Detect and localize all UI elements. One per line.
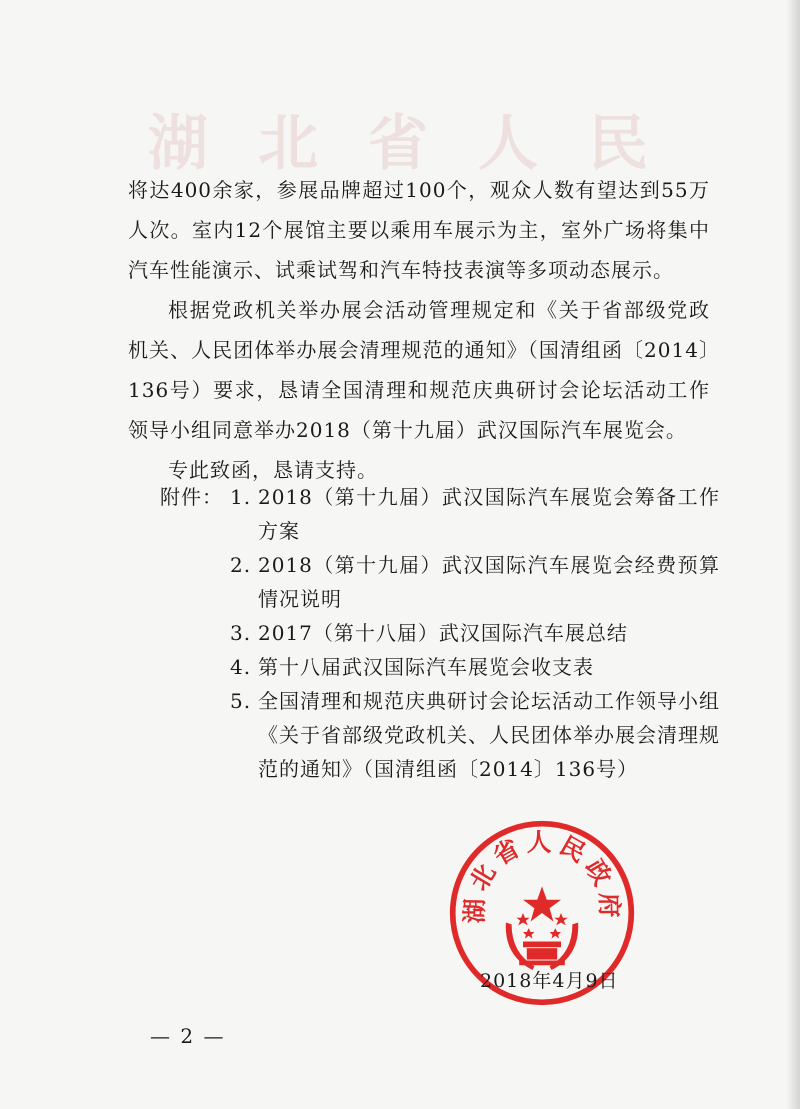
attachment-item-5	[160, 684, 720, 786]
document-date: 2018年4月9日	[480, 970, 619, 992]
attachment-text: 2017（第十八届）武汉国际汽车展总结	[258, 621, 628, 645]
attachment-text: 第十八届武汉国际汽车展览会收支表	[258, 655, 594, 679]
page-number: — 2 —	[150, 1024, 226, 1048]
attachment-text: 全国清理和规范庆典研讨会论坛活动工作领导小组《关于省部级党政机关、人民团体举办展会清理规范的通知》（国清组函〔2014〕136号）	[258, 689, 720, 781]
letterhead-bleed-through: 湖北省人民	[148, 109, 698, 179]
body-paragraph-2: 根据党政机关举办展会活动管理规定和《关于省部级党政机关、人民团体举办展会清理规范的通知》（国清组函〔2014〕136号）要求，恳请全国清理和规范庆典研讨会论坛活动工作领导小组同意举办2018（第十九届）武汉国际汽车展览会。	[128, 298, 710, 442]
page-edge-shadow	[786, 0, 800, 1109]
body-paragraph-3: 专此致函，恳请支持。	[168, 458, 378, 482]
attachment-number: 2.	[230, 553, 252, 577]
attachments-list	[160, 480, 720, 786]
seal-ring-text: 湖北省人民政府	[459, 827, 625, 924]
attachment-number: 4.	[230, 655, 252, 679]
attachment-item-2	[160, 548, 720, 616]
attachment-item-4	[160, 650, 720, 684]
attachment-item-1	[160, 480, 720, 548]
body-paragraph-1: 将达400余家，参展品牌超过100个，观众人数有望达到55万人次。室内12个展馆主要以乘用车展示为主，室外广场将集中汽车性能演示、试乘试驾和汽车特技表演等多项动态展示。	[128, 178, 710, 282]
attachments-heading: 附件：	[160, 485, 223, 509]
attachment-number: 1.	[230, 485, 252, 509]
attachment-item-3	[160, 616, 720, 650]
letter-body	[128, 170, 710, 490]
attachment-text: 2018（第十九届）武汉国际汽车展览会筹备工作方案	[258, 485, 720, 543]
attachment-text: 2018（第十九届）武汉国际汽车展览会经费预算情况说明	[258, 553, 720, 611]
attachment-number: 5.	[230, 689, 252, 713]
national-emblem-icon	[506, 886, 578, 970]
attachment-number: 3.	[230, 621, 252, 645]
